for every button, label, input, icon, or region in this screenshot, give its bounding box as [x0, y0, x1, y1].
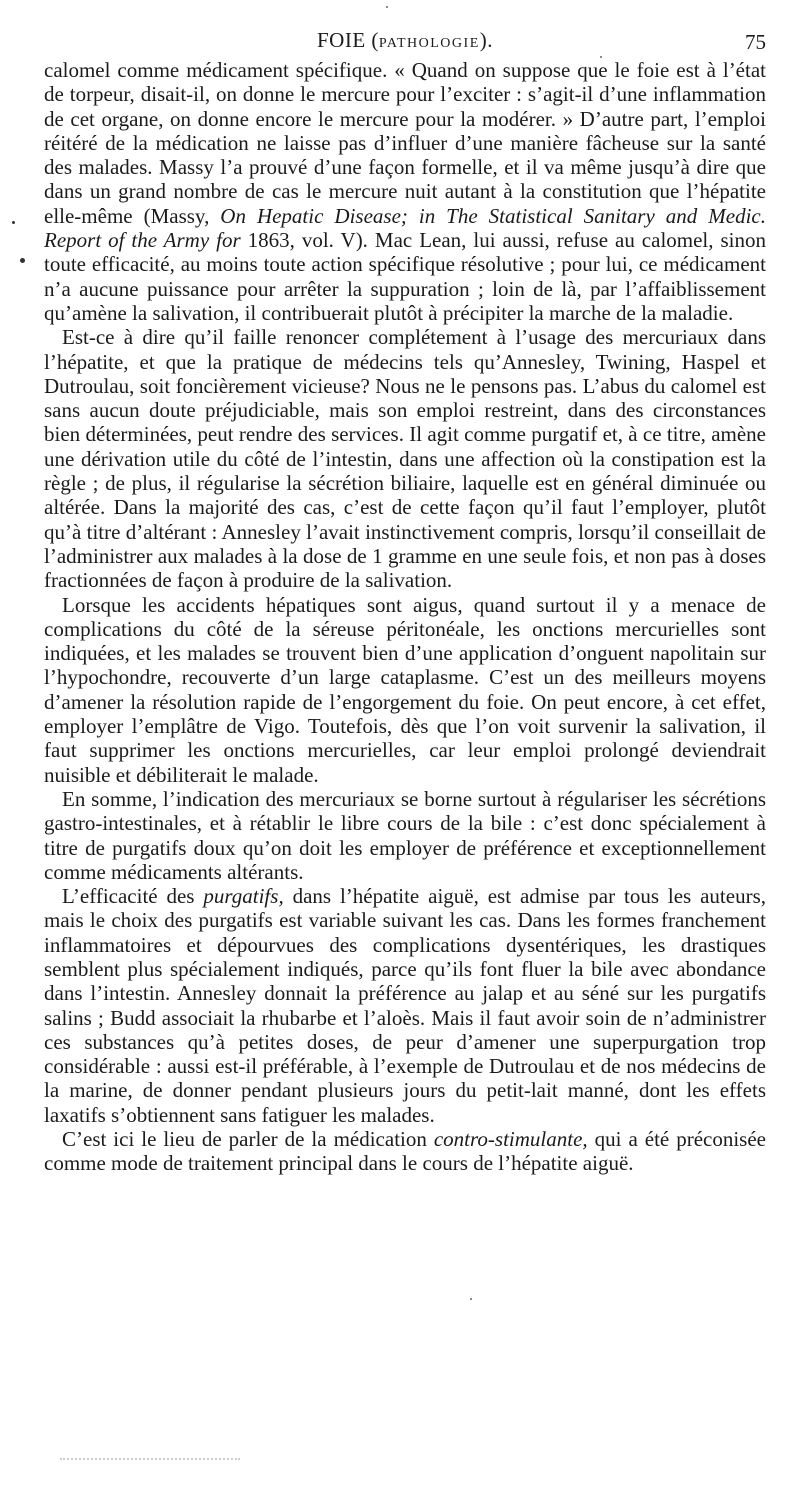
margin-mark-dot [12, 221, 15, 224]
scan-noise-line [60, 1458, 240, 1462]
paragraph-1 [44, 58, 766, 325]
running-title-close: ). [479, 28, 493, 52]
running-title-section: PATHOLOGIE [378, 36, 480, 51]
scan-speck [600, 56, 602, 58]
italic-text: contro-stimulante, [433, 1127, 588, 1152]
running-title-open: ( [365, 28, 379, 52]
paragraph-6 [44, 1127, 766, 1176]
text-run: dans l’hépatite aiguë, est admise par tous les auteurs, mais le choix des purgatifs est variable suivant les cas. Dans les formes franchement inflammatoires et dépourvues des complications dysentériques, les drastiques semblent plus spécialement indiqués, parce qu’ils font fluer la bile avec abondance dans l’intestin. Annesley donnait la préférence au jalap et au séné sur les purgatifs salins ; Budd associait la rhubarbe et l’aloès. Mais il faut avoir soin de n’administrer ces substances qu’à petites doses, de peur d’amener une superpurgation trop considérable : aussi est-il préférable, à l’exemple de Dutroulau et de nos médecins de la marine, de donner pendant plusieurs jours du petit-lait manné, dont les effets laxatifs s’obtiennent sans fatiguer les malades. [44, 884, 766, 1127]
paragraph-5 [44, 884, 766, 1127]
paragraph-2 [44, 325, 766, 592]
body-text [44, 58, 766, 1176]
text-run: calomel comme médicament spécifique. « Quand on suppose que le foie est à l’état de torpeur, disait-il, on donne le mercure pour l’exciter : s’agit-il d’une inflammation de cet organe, on donne encore le mercure pour la modérer. » D’autre part, l’emploi réitéré de la médication ne laisse pas d’influer d’une manière fâcheuse sur la santé des malades. Massy l’a prouvé d’une façon formelle, et il va même jusqu’à dire que dans un grand nombre de cas le mercure nuit autant à la constitution que l’hépatite elle-même (Massy, [44, 58, 766, 228]
text-run: qui a été préconisée comme mode de traitement principal dans le cours de l’hépatite aiguë. [44, 1127, 766, 1176]
running-title-main: FOIE [317, 28, 366, 52]
running-title [44, 28, 766, 53]
scan-speck [470, 1298, 472, 1300]
text-run: Lorsque les accidents hépatiques sont aigus, quand surtout il y a menace de complications du côté de la séreuse péritonéale, les onctions mercurielles sont indiquées, et les malades se trouvent bien d’une application d’onguent napolitain sur l’hypochondre, recouverte d’un large cataplasme. C’est un des meilleurs moyens d’amener la résolution rapide de l’engorgement du foie. On peut encore, à cet effet, employer l’emplâtre de Vigo. Toutefois, dès que l’on voit survenir la salivation, il faut supprimer les onctions mercurielles, car leur emploi prolongé deviendrait nuisible et débiliterait le malade. [44, 592, 766, 787]
text-run: C’est ici le lieu de parler de la médication [62, 1127, 434, 1152]
text-run: 1863, vol. V). Mac Lean, lui aussi, refuse au calomel, sinon toute efficacité, au moins toute action spécifique résolutive ; pour lui, ce médicament n’a aucune puissance pour arrêter la suppuration ; loin de là, par l’affaiblissement qu’amène la salivation, il contribuerait plutôt à précipiter la marche de la maladie. [44, 228, 766, 325]
scan-speck [386, 6, 388, 8]
margin-mark-bullet [20, 258, 25, 263]
page-header [44, 28, 766, 58]
text-run: En somme, l’indication des mercuriaux se borne surtout à régulariser les sécrétions gastro-intestinales, et à rétablir le libre cours de la bile : c’est donc spécialement à titre de purgatifs doux qu’on doit les employer de préférence et exceptionnellement comme médicaments altérants. [44, 786, 766, 884]
paragraph-3 [44, 593, 766, 787]
text-run: L’efficacité des [62, 884, 204, 909]
italic-text: purgatifs, [203, 884, 284, 909]
paragraph-4 [44, 787, 766, 884]
text-run: Est-ce à dire qu’il faille renoncer complétement à l’usage des mercuriaux dans l’hépatite, et que la pratique de médecins tels qu’Annesley, Twining, Haspel et Dutroulau, soit foncièrement vicieuse? Nous ne le pensons pas. L’abus du calomel est sans aucun doute préjudiciable, mais son emploi restreint, dans des circonstances bien déterminées, peut rendre des services. Il agit comme purgatif et, à ce titre, amène une dérivation utile du côté de l’intestin, dans une affection où la constipation est la règle ; de plus, il régularise la sécrétion biliaire, laquelle est en général diminuée ou altérée. Dans la majorité des cas, c’est de cette façon qu’il faut l’employer, plutôt qu’à titre d’altérant : Annesley l’avait instinctivement compris, lorsqu’il conseillait de l’administrer aux malades à la dose de 1 gramme en une seule fois, et non pas à doses fractionnées de façon à produire de la salivation. [44, 325, 766, 593]
italic-text: On Hepatic Disease; in The Statistical Sanitary and Medic. Report of the Army for [44, 203, 766, 253]
page-number: 75 [745, 30, 766, 54]
